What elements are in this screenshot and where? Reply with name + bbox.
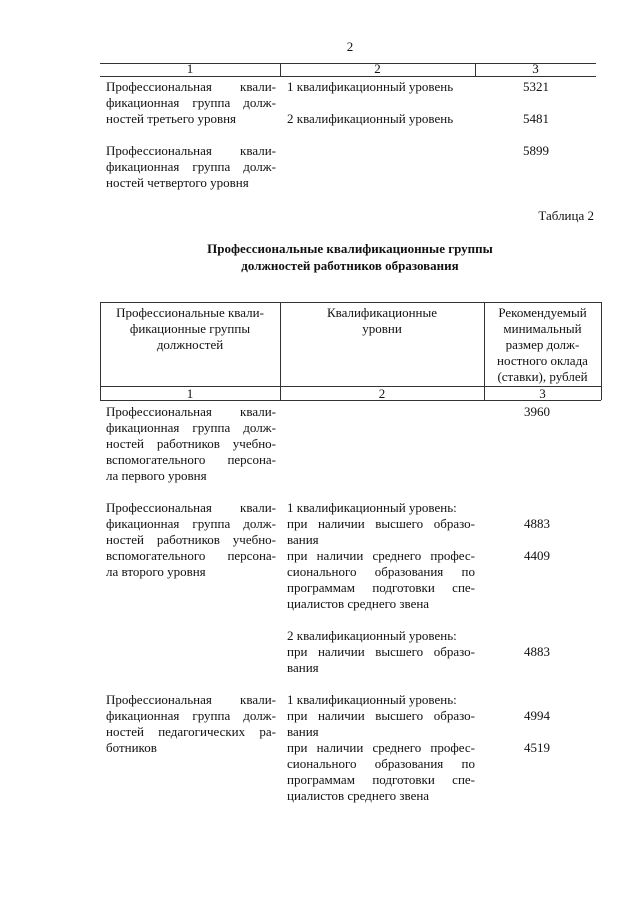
table1-colnum-1: 1 [186,61,194,76]
table2-row3-l1-higher: при наличии высшего образо- вания [287,708,475,739]
table2-header-salary: Рекомендуемый минимальный размер долж- ностного оклада (ставки), рублей [497,305,588,384]
table1-colnum-3: 3 [532,61,539,76]
table1-row1-value1: 5321 [523,79,549,94]
table2-row2-l1-secondary: при наличии среднего профес- сионального образования по программам подготовки спе- циалистов среднего звена [287,548,475,611]
table1-row2-value: 5899 [523,143,549,158]
table2-row3-l1-secondary-value: 4519 [524,740,550,755]
table2-row2-l2-higher-value: 4883 [524,644,550,659]
table1-colnum-2: 2 [374,61,381,76]
table2-header-groups: Профессиональные квали- фикационные группы должностей [116,305,264,352]
table2-row3-l1-higher-value: 4994 [524,708,550,723]
table2-right-border [601,302,602,400]
table2-top-border [100,302,601,303]
table1-row1-level1: 1 квалификационный уровень [287,79,454,94]
table-title: Профессиональные квалификационные группы должностей работников образования [207,241,493,273]
table2-row2-level2-title: 2 квалификационный уровень: [287,628,457,643]
table1-row1-level2: 2 квалификационный уровень [287,111,454,126]
table2-colnum-2: 2 [378,386,386,401]
table1-row1-group: Профессиональная квали- фикационная группа долж- ностей третьего уровня [106,79,276,126]
table2-row2-l1-secondary-value: 4409 [524,548,550,563]
table2-row1-value: 3960 [524,404,550,419]
table2-row3-l1-secondary: при наличии среднего профес- сионального образования по программам подготовки спе- циалистов среднего звена [287,740,475,803]
table1-row2-group: Профессиональная квали- фикационная группа долж- ностей четвертого уровня [106,143,276,190]
table2-row2-level1-title: 1 квалификационный уровень: [287,500,457,515]
table2-row1-group: Профессиональная квали- фикационная группа долж- ностей работников учебно- вспомогательного персона- ла первого уровня [106,404,276,483]
table2-header-levels: Квалификационные уровни [326,305,438,336]
page-number: 2 [346,39,354,54]
table2-row3-level1-title: 1 квалификационный уровень: [287,692,457,707]
table2-colnum-3: 3 [539,386,546,401]
table2-colnum-1: 1 [186,386,194,401]
table2-row2-l1-higher-value: 4883 [524,516,550,531]
table2-row2-group: Профессиональная квали- фикационная группа долж- ностей работников учебно- вспомогательного персона- ла второго уровня [106,500,276,579]
table2-row3-group: Профессиональная квали- фикационная группа долж- ностей педагогических ра- ботников [106,692,276,755]
table-label: Таблица 2 [538,208,594,223]
table1-row1-value2: 5481 [523,111,549,126]
table2-row2-l2-higher: при наличии высшего образо- вания [287,644,475,675]
table2-row2-l1-higher: при наличии высшего образо- вания [287,516,475,547]
